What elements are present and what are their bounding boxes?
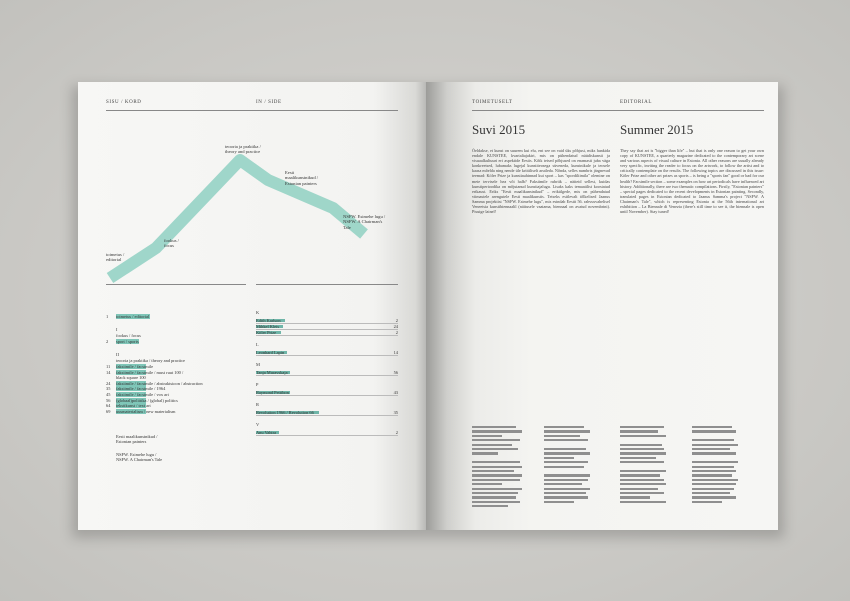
greeked-line [620,470,666,472]
toc-item-num: 35 [106,386,111,392]
index-entry-page: 2 [395,318,398,323]
toc-nsfw: NSFW. Esimehe lugu / NSFW. A Chairman's Tale [116,452,163,463]
toc-item-text: faksiimile / facsimile / abstraktsioon / abstraction [116,380,203,386]
toc-item-num: 56 [106,397,111,403]
greeked-line [544,430,590,432]
right-page [426,82,778,530]
title-english: Summer 2015 [620,122,694,137]
greeked-line [472,496,516,498]
greeked-line [692,461,738,463]
greeked-line [544,466,584,468]
greeked-line [692,474,732,476]
toc-estonian: Eesti maalikunstnikud / Estonian painters [116,434,158,445]
greeked-line [472,444,512,446]
index-letter: L [256,342,259,347]
index-letter: V [256,422,260,427]
greeked-line [692,470,736,472]
toc-item-num: 45 [106,392,111,397]
greeked-line [472,466,522,468]
greeked-line [620,430,658,432]
index-dotted-rule [256,395,398,396]
greeked-line [620,501,666,503]
greeked-line [620,479,664,481]
toc-section-1-line: fookus / focus [116,333,141,338]
toc-text: sport / sports [116,339,139,344]
body-estonian: Öeldakse, et kunst on suurem kui elu, ent see on vaid üks põhjusi, miks hankida endale KUNSTEE, kvartaliajakiri, mis on pühendatud nüüdiskunsti ja visuaalkultuuri eri aspektide Eestis. Kõik teised põhjused on enamasti juba väga konkreetsed, lubamaks lugejal kunstiteosega süveneda, kunstnikule ja teosele kaasa mõelda ning nende üle kriitiliselt arutleda. Nõnda, selles numbris järgnevad teemad: Köler Prize ja kunstiauhinnad kui sport – kas "spordiliimila" olemine on meie tervisele hea või halb? Faksiimile rubriik – näiteid sellest, kuidas kunstiperioodika on mõjutanud kunstiajalugu. Lisaks kaks temaatilist koostatud erikaust. Eriks "Eesti maalikunstnikud" – erikülgede, mis on pühendatud viimastele arengutele Eesti maalikunstis. Teiseks esitlevalt tõlkelised Jaanus Samma projektist "NSFW. Esimehe lugu", mis esindab Eestit 56. rahvusvahelisel Veneetsia kunstibiennaalil (näitusele vaatama, biennaal on avatud novembrini). Pisuige lainel! [472,148,610,215]
greeked-line [692,492,730,494]
greeked-line [620,448,664,450]
greeked-line [472,448,518,450]
greeked-line [472,488,522,490]
greeked-line [544,461,588,463]
toc-text: toimetus / editorial [116,314,150,319]
left-header-sisu: SISU / KORD [106,100,142,105]
greeked-line [544,492,586,494]
chart-rule-left [106,284,246,285]
greeked-line [544,426,584,428]
greeked-line [692,452,736,454]
toc-item-num: 24 [106,380,111,386]
greeked-line [472,435,502,437]
greeked-line [544,488,590,490]
toc-item-num: 69 [106,408,111,414]
greeked-line [620,426,664,428]
greeked-line [692,466,734,468]
greeked-line [620,474,660,476]
index-entry-page: 35 [393,410,398,415]
greeked-line [544,483,582,485]
index-dotted-rule [256,375,398,376]
toc-line-1 [106,314,150,320]
greeked-line [472,426,516,428]
greeked-line [692,444,738,446]
index-entry-page: 14 [393,350,398,355]
toc-item-num: 11 [106,364,111,369]
chart-label-estonian: Eesti maalikunstnikud / Estonian painters [285,170,319,186]
toc-section-2-head: teooria ja praktika / theory and practice [116,358,185,363]
index-entry-page: 24 [393,324,398,329]
toc-num: 1 [106,314,109,319]
toc-section-1-title: I [116,327,118,332]
greeked-line [472,461,520,463]
right-header-rule [472,110,764,111]
greeked-line [692,426,732,428]
greeked-line [620,496,650,498]
greeked-line [692,501,722,503]
greeked-line [472,439,520,441]
greeked-line [692,496,736,498]
greeked-line [472,483,502,485]
greeked-line [544,457,574,459]
greeked-line [472,430,522,432]
greeked-line [544,448,586,450]
index-letter: K [256,310,260,315]
toc-item [106,409,175,415]
toc-item-text: faksiimile / facsimile / must ruut 100 / [116,369,184,375]
greeked-line [472,479,520,481]
index-entry-page: 2 [395,430,398,435]
toc-item-num: 64 [106,403,111,409]
greeked-line [620,444,662,446]
greeked-line [620,483,666,485]
toc-item-text: uusmaterialism / new materialism [116,408,176,414]
greeked-line [692,448,730,450]
right-header-toimetuselt: TOIMETUSELT [472,100,513,105]
index-entry-name: Köler Prize [256,330,277,335]
toc-item-text: tekstikunst / text art [116,403,151,409]
toc-item-text: faksiimile / facsimile [116,364,154,369]
greeked-line [544,496,588,498]
index-entry-name: Edith Karlson [256,318,281,323]
index-entry-name: Mihkel Kleis [256,324,280,329]
greeked-line [620,435,666,437]
greeked-line [544,474,590,476]
chart-label-nsfw: NSFW. Esimehe lugu / NSFW. A Chairman's Tale [343,214,386,230]
greeked-line [472,452,498,454]
toc-item-text: faksiimile / facsimile / vox art [116,392,169,397]
greeked-line [692,430,736,432]
greeked-line [544,501,574,503]
flow-band [110,160,364,278]
greeked-line [472,505,508,507]
greeked-line [620,452,666,454]
index-entry-name: Tanja Muravskaja [256,370,288,375]
index-entry-name: Revolution 1966 / Revolution 66 [256,410,314,415]
greeked-line [620,461,664,463]
index-dotted-rule [256,335,398,336]
toc-item-text: faksiimile / facsimile / 1964 [116,386,166,392]
right-header-editorial: EDITORIAL [620,100,652,105]
toc-section-2-title: II [116,352,119,357]
greeked-line [692,479,738,481]
chart-label-theory: teooria ja praktika / theory and practice [225,144,261,155]
greeked-line [692,488,734,490]
index-letter: M [256,362,260,367]
greeked-line [692,483,736,485]
index-dotted-rule [256,329,398,330]
body-english: They say that art is "bigger than life" – but that is only one reason to get your own copy of KUNSTEE, a quarterly magazine dedicated to the contemporary art scene and various aspects of visual culture in Estonia. All other reasons are usually already very specific, inviting the reader to focus on the artwork, to follow the artist and to critically contemplate on the results. The following topics are discussed in this issue: Köler Prize and other art prizes as sports – is being a "sports fan" good or bad for our health? Facsimile section – some examples on how art periodicals have influenced art history. Additionally, there are two thematic compilations. Firstly, "Estonian painters" – special pages dedicated to the recent developments in Estonian painting. Secondly, translated pages in Estonian dedicated to Jaanus Samma's project "NSFW. A Chairman's Tale", which is representing Estonia at the 56th international art exhibition – La Biennale di Venezia (there's still time to see it, the biennale is open until November). Stay tuned! [620,148,764,215]
title-estonian: Suvi 2015 [472,122,526,137]
index-entry-page: 43 [393,390,398,395]
greeked-line [544,435,580,437]
toc-item-text: (globaal)poliitika / (global) politics [116,397,178,403]
left-page [78,82,426,530]
greeked-line [472,474,522,476]
index-entry-page: 56 [393,370,398,375]
index-dotted-rule [256,415,398,416]
index-entry-name: Raymond Pettibon [256,390,289,395]
toc-item-num: 14 [106,369,111,375]
greeked-line [692,439,734,441]
toc-section-1-item [106,339,139,345]
index-entry-name: Anu Vahtra [256,430,277,435]
greeked-line [472,501,520,503]
greeked-line [544,439,588,441]
index-entry-name: Leonhard Lapin [256,350,285,355]
greeked-line [620,492,664,494]
greeked-line [544,452,590,454]
chart-label-focus: fookus / focus [164,238,179,249]
index-entry-page: 2 [395,330,398,335]
greeked-line [620,457,656,459]
greeked-line [472,492,518,494]
toc-num: 2 [106,339,109,344]
left-header-inside: IN / SIDE [256,100,282,105]
index-letter: P [256,382,259,387]
greeked-line [620,488,658,490]
index-dotted-rule [256,355,398,356]
index-letter: R [256,402,259,407]
greeked-line [472,470,514,472]
chart-rule-right [256,284,398,285]
greeked-line [544,479,588,481]
index-dotted-rule [256,435,398,436]
chart-label-editorial: toimetus / editorial [106,252,125,263]
toc-item-text: black square 100 [116,375,146,381]
